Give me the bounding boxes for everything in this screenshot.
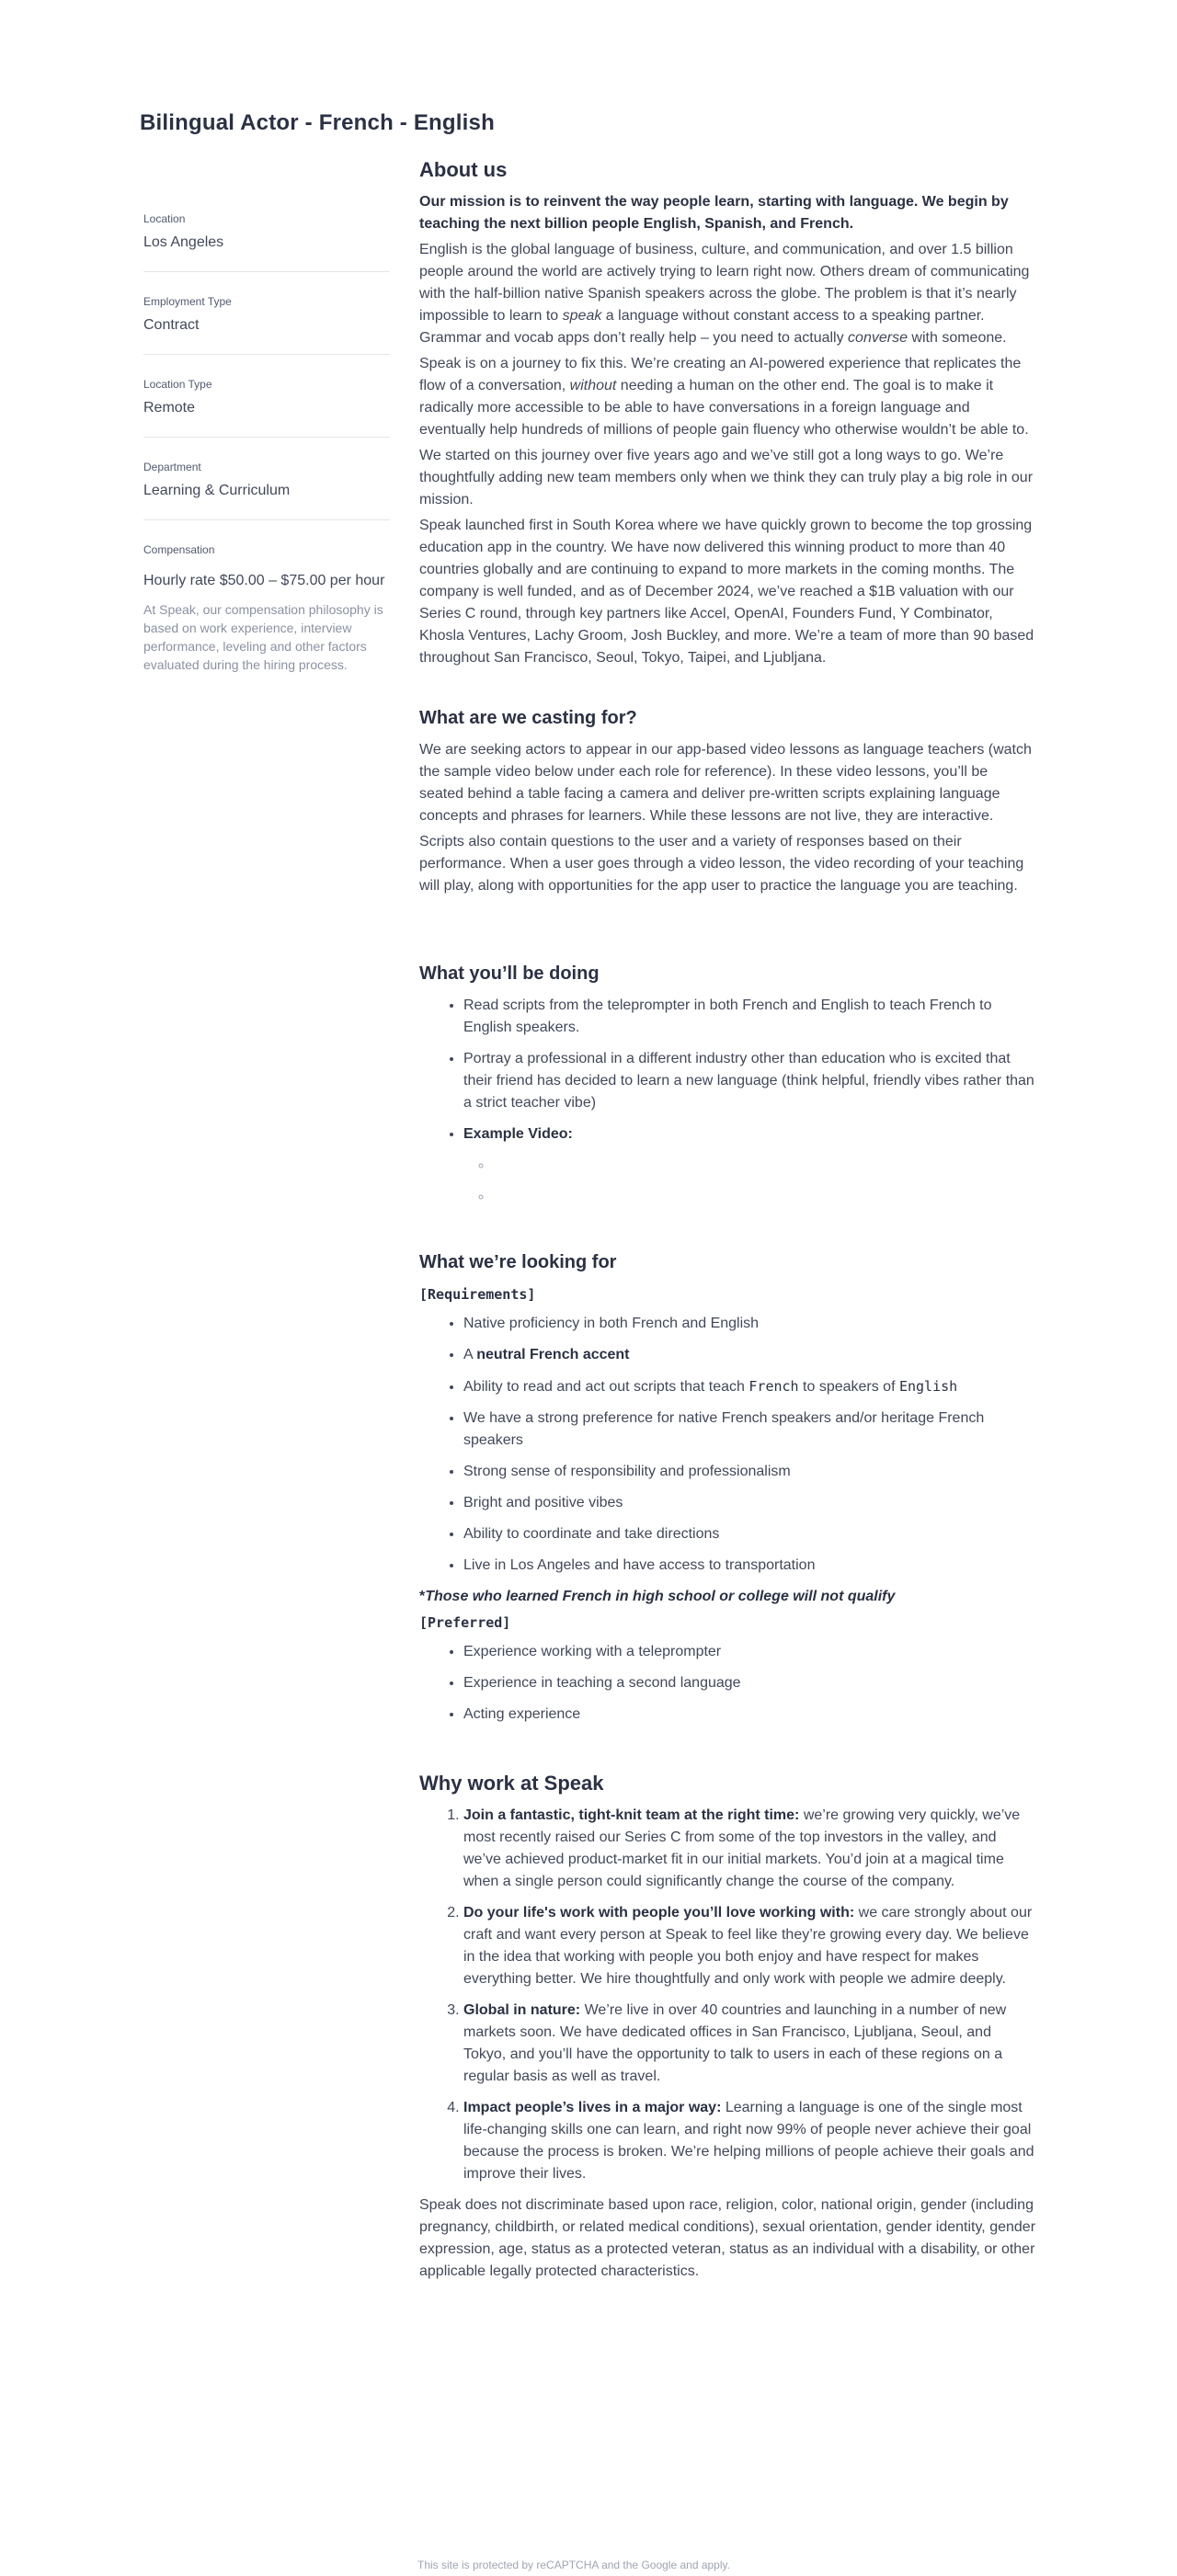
casting-paragraph-2: Scripts also contain questions to the user and a variety of responses based on their performance. When a user goes through a video lesson, the video recording of your teaching will play, along with opportunities for the app user to practice the language you are teaching.: [419, 834, 1024, 894]
section-spacer: [419, 1217, 1035, 1250]
code-french: French: [748, 1378, 799, 1395]
requirement-item: [463, 1375, 1035, 1398]
why-item: [463, 1805, 1035, 1893]
about-paragraph-1: [419, 239, 1035, 349]
preferred-list: [419, 1641, 1035, 1726]
doing-heading: What you’ll be doing: [419, 963, 600, 984]
requirement-item: • Bright and positive vibes: [463, 1492, 1035, 1514]
job-description: [419, 158, 1035, 2286]
requirement-item: [463, 1344, 1035, 1366]
note-asterisk: *: [419, 1589, 426, 1604]
location-type-label: Location Type: [143, 378, 212, 391]
employment-type-label: Employment Type: [143, 295, 232, 308]
example-video-label: Example Video:: [463, 1126, 573, 1142]
compensation-block: [143, 542, 390, 685]
why-item-title: Impact people’s lives in a major way:: [463, 2100, 722, 2115]
requirement-emphasis: neutral French accent: [476, 1347, 630, 1362]
why-list: [419, 1805, 1035, 2185]
casting-paragraph-1: We are seeking actors to appear in our app-based video lessons as language teachers (watch the sample video below under each role for reference). In these video lessons, you’ll be seated behind a table facing a camera and deliver pre-written scripts explaining language concepts and phrases for learners. While these lessons are not live, they are interactive.: [419, 742, 1032, 824]
requirement-text: to speakers of: [798, 1379, 899, 1395]
about-p2-text-b: needing a human on the other end. The goal is to make it radically more accessible to be able to have conversations in a foreign language and eventually help hundreds of millions of people gain fluency who otherwise wouldn’t be able to.: [419, 378, 1029, 438]
why-item-title: Global in nature:: [463, 2002, 581, 2018]
doing-item: • Read scripts from the teleprompter in both French and English to teach French to English speakers.: [463, 995, 1035, 1039]
about-p1-text-a: English is the global language of business, culture, and communication, and over 1.5 billion people around the world are actively trying to learn right now. Others dream of communicating with the half-billion native Spanish speakers across the globe. The problem is that it’s nearly impossible to learn to: [419, 242, 1030, 324]
why-item: [463, 1902, 1035, 1990]
why-item-title: Do your life's work with people you’ll love working with:: [463, 1905, 855, 1921]
preferred-item: • Experience in teaching a second language: [463, 1672, 1035, 1694]
about-p2-text-a: Speak is on a journey to fix this. We’re creating an AI-powered experience that replicates the flow of a conversation,: [419, 356, 1022, 393]
requirement-item: • We have a strong preference for native French speakers and/or heritage French speakers: [463, 1408, 1035, 1452]
employment-type-value: Contract: [143, 317, 200, 333]
eeo-statement: Speak does not discriminate based upon race, religion, color, national origin, gender (including pregnancy, childbirth, or related medical conditions), sexual orientation, gender identity, gender expression, age, status as a protected veteran, status as an individual with a disability, or other applicable legally protected characteristics.: [419, 2197, 1036, 2279]
department-value: Learning & Curriculum: [143, 483, 291, 498]
compensation-note: At Speak, our compensation philosophy is based on work experience, interview performance, leveling and other factors evaluated during the hiring process.: [143, 602, 383, 672]
code-english: English: [898, 1378, 958, 1395]
example-video-sublist: [463, 1155, 1035, 1208]
department-block: [143, 460, 390, 520]
location-label: Location: [143, 212, 186, 225]
requirement-text: A: [463, 1347, 477, 1362]
location-block: [143, 211, 390, 272]
employment-type-block: [143, 294, 390, 355]
location-value: Los Angeles: [143, 234, 224, 250]
note-text: Those who learned French in high school or college will not qualify: [425, 1589, 896, 1604]
about-heading: About us: [419, 158, 508, 181]
section-spacer: [419, 673, 1035, 706]
requirements-list: [419, 1313, 1035, 1577]
qualification-note: [419, 1586, 1035, 1608]
about-p1-text-b: a language without constant access to a speaking partner. Grammar and vocab apps don’t really help – you need to actually: [419, 308, 985, 346]
compensation-value: Hourly rate $50.00 – $75.00 per hour: [143, 573, 385, 588]
doing-item: • Portray a professional in a different industry other than education who is excited that their friend has decided to learn a new language (think helpful, friendly vibes rather than a strict teacher vibe): [463, 1048, 1035, 1114]
about-p2-emphasis-without: without: [569, 378, 617, 393]
job-title: Bilingual Actor - French - English: [140, 110, 495, 135]
example-video-empty-item: [493, 1186, 1035, 1208]
section-spacer: [419, 901, 1035, 962]
requirement-item: • Native proficiency in both French and English: [463, 1313, 1035, 1335]
location-type-block: [143, 377, 390, 438]
doing-item-example-video: [463, 1123, 1035, 1208]
requirement-item: • Strong sense of responsibility and professionalism: [463, 1461, 1035, 1483]
doing-list: [419, 995, 1035, 1208]
requirement-item: • Ability to coordinate and take directions: [463, 1523, 1035, 1545]
why-item-text: we’re growing very quickly, we’ve most recently raised our Series C from some of the top investors in the valley, and we’ve achieved product-market fit in our initial markets. You’d join at a magical time when a single person could significantly change the course of the company.: [463, 1807, 1021, 1889]
preferred-label: [Preferred]: [419, 1614, 511, 1631]
requirement-item: • Live in Los Angeles and have access to transportation: [463, 1555, 1035, 1577]
why-item-text: We’re live in over 40 countries and launching in a number of new markets soon. We have dedicated offices in San Francisco, Ljubljana, Seoul, and Tokyo, and you’ll have the opportunity to talk to users in each of these regions on a regular basis as well as travel.: [463, 2002, 1007, 2084]
why-heading: Why work at Speak: [419, 1772, 604, 1795]
department-label: Department: [143, 461, 201, 473]
why-item: [463, 2000, 1035, 2088]
about-paragraph-4: Speak launched first in South Korea where we have quickly grown to become the top grossing education app in the country. We have now delivered this winning product to more than 40 countries globally and are continuing to expand to more markets in the coming months. The company is well funded, and as of December 2024, we’ve reached a $1B valuation with our Series C round, through key partners like Accel, OpenAI, Founders Fund, Y Combinator, Khosla Ventures, Lachy Groom, Josh Buckley, and more. We’re a team of more than 90 based throughout San Francisco, Seoul, Tokyo, Taipei, and Ljubljana.: [419, 518, 1034, 666]
job-details-sidebar: [143, 211, 390, 707]
requirements-label: [Requirements]: [419, 1286, 536, 1303]
about-paragraph-2: [419, 353, 1035, 441]
why-item-title: Join a fantastic, tight-knit team at the right time:: [463, 1807, 800, 1823]
about-p1-emphasis-converse: converse: [848, 330, 908, 346]
compensation-label: Compensation: [143, 543, 215, 556]
looking-heading: What we’re looking for: [419, 1252, 617, 1272]
mission-statement: Our mission is to reinvent the way people learn, starting with language. We begin by teaching the next billion people English, Spanish, and French.: [419, 194, 1009, 232]
casting-heading: What are we casting for?: [419, 708, 637, 728]
about-p1-text-c: with someone.: [907, 330, 1007, 346]
why-item-text: we care strongly about our craft and want every person at Speak to feel like they’re growing every day. We believe in the idea that working with people you both enjoy and have respect for makes everything better. We hire thoughtfully and only work with people we admire deeply.: [463, 1905, 1033, 1987]
why-item-text: Learning a language is one of the single most life-changing skills one can learn, and right now 99% of people never achieve their goal because the process is broken. We’re helping millions of people achieve their goals and improve their lives.: [463, 2100, 1034, 2182]
location-type-value: Remote: [143, 400, 196, 416]
preferred-item: • Experience working with a teleprompter: [463, 1641, 1035, 1663]
about-p1-emphasis-speak: speak: [562, 308, 602, 324]
requirement-text: Ability to read and act out scripts that teach: [463, 1379, 749, 1395]
about-paragraph-3: We started on this journey over five years ago and we’ve still got a long ways to go. We’re thoughtfully adding new team members only when we think they can truly play a big role in our mission.: [419, 448, 1034, 507]
recaptcha-footer: This site is protected by reCAPTCHA and the Google and apply.: [417, 2559, 730, 2571]
preferred-item: • Acting experience: [463, 1704, 1035, 1726]
example-video-empty-item: [493, 1155, 1035, 1177]
section-spacer: [419, 1735, 1035, 1772]
why-item: [463, 2097, 1035, 2185]
